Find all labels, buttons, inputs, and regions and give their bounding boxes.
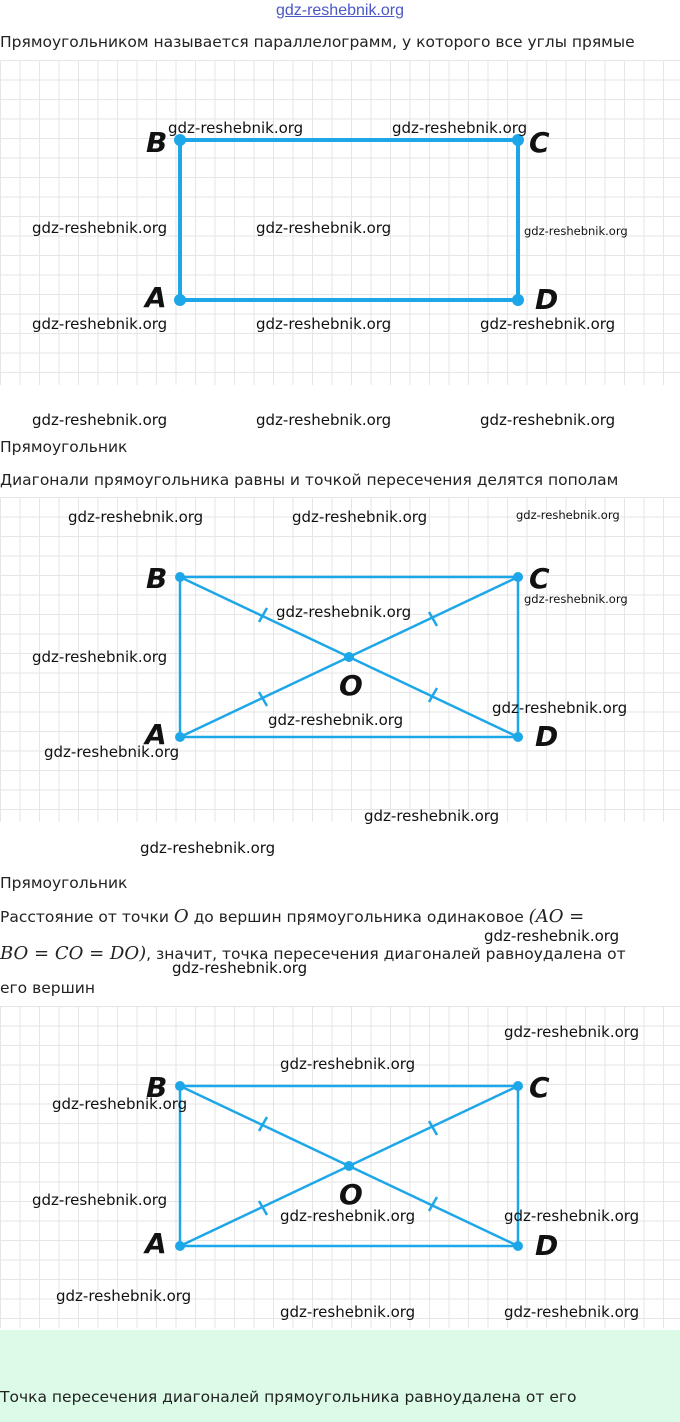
watermark: gdz-reshebnik.org (280, 1207, 416, 1225)
label-c: C (529, 126, 550, 159)
watermark: gdz-reshebnik.org (292, 508, 428, 526)
watermark: gdz-reshebnik.org (256, 315, 392, 333)
text-part: до вершин прямоугольника одинаковое (188, 908, 529, 926)
watermark: gdz-reshebnik.org (44, 743, 180, 761)
watermark: gdz-reshebnik.org (480, 315, 616, 333)
site-link[interactable]: gdz-reshebnik.org (275, 2, 405, 19)
label-d: D (535, 1229, 559, 1262)
definition-text: Прямоугольником называется параллелограмм, у которого все углы прямые (0, 33, 635, 51)
label-c: C (529, 562, 550, 595)
watermark: gdz-reshebnik.org (524, 592, 628, 606)
label-o: O (339, 669, 363, 702)
text-part: , значит, точка пересечения диагоналей равноудалена от (146, 945, 626, 963)
watermark: gdz-reshebnik.org (504, 1207, 640, 1225)
label-d: D (535, 283, 559, 316)
math-equation-end: BO = CO = DO) (0, 943, 147, 964)
watermark: gdz-reshebnik.org (280, 1055, 416, 1073)
watermark: gdz-reshebnik.org (140, 839, 276, 857)
vertex-d (513, 1241, 523, 1251)
watermark: gdz-reshebnik.org (32, 1191, 168, 1209)
watermark: gdz-reshebnik.org (256, 411, 392, 429)
watermark: gdz-reshebnik.org (256, 219, 392, 237)
watermark: gdz-reshebnik.org (276, 603, 412, 621)
point-o (344, 1161, 354, 1171)
watermark: gdz-reshebnik.org (504, 1303, 640, 1321)
watermark: gdz-reshebnik.org (32, 411, 168, 429)
watermark: gdz-reshebnik.org (52, 1095, 188, 1113)
watermark: gdz-reshebnik.org (32, 219, 168, 237)
label-a: A (145, 1227, 167, 1260)
watermark: gdz-reshebnik.org (32, 315, 168, 333)
watermark: gdz-reshebnik.org (524, 224, 628, 238)
watermark: gdz-reshebnik.org (492, 699, 628, 717)
label-a: A (145, 718, 167, 751)
watermark: gdz-reshebnik.org (32, 648, 168, 666)
figure-caption: Прямоугольник (0, 874, 128, 892)
equidistant-text-line3: его вершин (0, 979, 95, 997)
watermark: gdz-reshebnik.org (280, 1303, 416, 1321)
watermark: gdz-reshebnik.org (484, 927, 620, 945)
label-b: B (146, 1071, 168, 1104)
label-b: B (146, 562, 168, 595)
watermark: gdz-reshebnik.org (516, 508, 620, 522)
vertex-b (175, 1081, 185, 1091)
text-part: Расстояние от точки (0, 908, 174, 926)
watermark: gdz-reshebnik.org (168, 119, 304, 137)
conclusion-text: Точка пересечения диагоналей прямоугольника равноудалена от его (0, 1388, 577, 1406)
watermark: gdz-reshebnik.org (504, 1023, 640, 1041)
watermark: gdz-reshebnik.org (68, 508, 204, 526)
label-b: B (146, 126, 168, 159)
label-d: D (535, 720, 559, 753)
watermark: gdz-reshebnik.org (268, 711, 404, 729)
watermark: gdz-reshebnik.org (172, 959, 308, 977)
label-a: A (145, 281, 167, 314)
label-o: O (339, 1178, 363, 1211)
watermark: gdz-reshebnik.org (480, 411, 616, 429)
vertex-c (513, 1081, 523, 1091)
watermark: gdz-reshebnik.org (364, 807, 500, 825)
math-equation-start: (AO = (528, 906, 585, 927)
figure-caption: Прямоугольник (0, 438, 128, 456)
watermark: gdz-reshebnik.org (392, 119, 528, 137)
watermark: gdz-reshebnik.org (56, 1287, 192, 1305)
diagonals-text: Диагонали прямоугольника равны и точкой пересечения делятся пополам (0, 471, 619, 489)
math-point-o: O (173, 906, 189, 927)
label-c: C (529, 1071, 550, 1104)
vertex-a (175, 1241, 185, 1251)
